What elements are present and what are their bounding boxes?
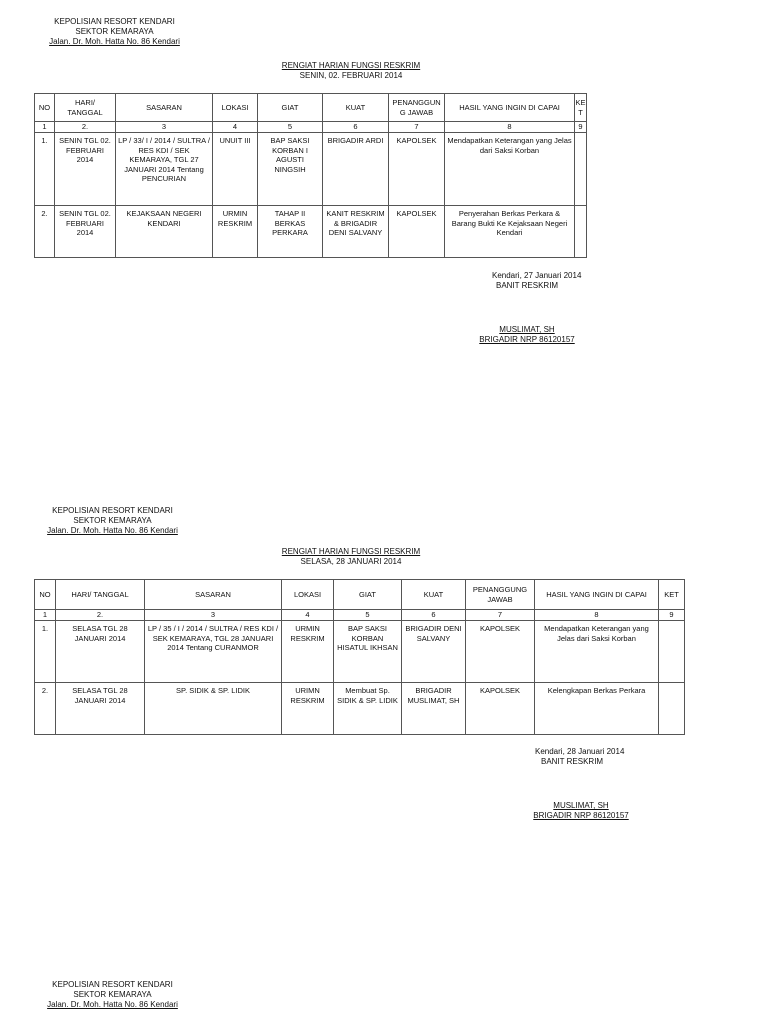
col-number: 3 xyxy=(145,610,282,621)
letterhead-address: Jalan. Dr. Moh. Hatta No. 86 Kendari xyxy=(47,526,178,535)
col-header: NO xyxy=(35,580,56,610)
signature-name: MUSLIMAT, SH xyxy=(499,325,555,334)
cell-date: SENIN TGL 02. FEBRUARI 2014 xyxy=(55,206,116,258)
signature-place-date: Kendari, 28 Januari 2014 xyxy=(535,747,625,756)
table-row xyxy=(35,133,587,206)
cell-target: KEJAKSAAN NEGERI KENDARI xyxy=(116,206,213,258)
col-number: 3 xyxy=(116,122,213,133)
col-header: LOKASI xyxy=(282,580,334,610)
signature-block-2 xyxy=(535,747,635,767)
cell-personnel: BRIGADIR DENI SALVANY xyxy=(402,621,466,683)
col-header: HASIL YANG INGIN DI CAPAI xyxy=(445,94,575,122)
document-title-1 xyxy=(238,61,464,81)
cell-personnel: BRIGADIR MUSLIMAT, SH xyxy=(402,683,466,735)
col-number: 5 xyxy=(334,610,402,621)
col-number: 9 xyxy=(659,610,685,621)
col-header: KE T xyxy=(575,94,587,122)
table-row xyxy=(35,206,587,258)
cell-note xyxy=(659,621,685,683)
cell-activity: TAHAP II BERKAS PERKARA xyxy=(258,206,323,258)
cell-target: LP / 35 / I / 2014 / SULTRA / RES KDI / SEK KEMARAYA, TGL 28 JANUARI 2014 Tentang CURANMOR xyxy=(145,621,282,683)
col-number: 7 xyxy=(389,122,445,133)
cell-target: LP / 33/ I / 2014 / SULTRA / RES KDI / SEK KEMARAYA, TGL 27 JANUARI 2014 Tentang PENCURIAN xyxy=(116,133,213,206)
col-number: 8 xyxy=(445,122,575,133)
col-number: 5 xyxy=(258,122,323,133)
cell-result: Kelengkapan Berkas Perkara xyxy=(535,683,659,735)
cell-location: UNUIT III xyxy=(213,133,258,206)
cell-no: 2. xyxy=(35,683,56,735)
cell-responsible: KAPOLSEK xyxy=(466,683,535,735)
title-date: SENIN, 02. FEBRUARI 2014 xyxy=(299,71,403,80)
cell-result: Mendapatkan Keterangan yang Jelas dari Saksi Korban xyxy=(535,621,659,683)
cell-target: SP. SIDIK & SP. LIDIK xyxy=(145,683,282,735)
letterhead-2 xyxy=(30,506,195,536)
cell-note xyxy=(575,206,587,258)
title-date: SELASA, 28 JANUARI 2014 xyxy=(300,557,402,566)
col-header: HASIL YANG INGIN DI CAPAI xyxy=(535,580,659,610)
letterhead-address: Jalan. Dr. Moh. Hatta No. 86 Kendari xyxy=(47,1000,178,1009)
cell-result: Mendapatkan Keterangan yang Jelas dari Saksi Korban xyxy=(445,133,575,206)
title-text: RENGIAT HARIAN FUNGSI RESKRIM xyxy=(281,547,421,556)
cell-responsible: KAPOLSEK xyxy=(466,621,535,683)
signature-block-1 xyxy=(492,271,592,291)
letterhead-address: Jalan. Dr. Moh. Hatta No. 86 Kendari xyxy=(49,37,180,46)
col-header: SASARAN xyxy=(116,94,213,122)
letterhead-3 xyxy=(30,980,195,1010)
cell-location: URMIN RESKRIM xyxy=(282,621,334,683)
letterhead-org: KEPOLISIAN RESORT KENDARI xyxy=(52,980,173,989)
cell-result: Penyerahan Berkas Perkara & Barang Bukti Ke Kejaksaan Negeri Kendari xyxy=(445,206,575,258)
cell-no: 1. xyxy=(35,621,56,683)
cell-date: SELASA TGL 28 JANUARI 2014 xyxy=(56,621,145,683)
col-number: 8 xyxy=(535,610,659,621)
letterhead-org: KEPOLISIAN RESORT KENDARI xyxy=(54,17,175,26)
col-header: KET xyxy=(659,580,685,610)
signature-rank: BRIGADIR NRP 86120157 xyxy=(479,335,575,344)
cell-date: SELASA TGL 28 JANUARI 2014 xyxy=(56,683,145,735)
col-header: GIAT xyxy=(258,94,323,122)
col-number: 4 xyxy=(282,610,334,621)
letterhead-1 xyxy=(32,17,197,47)
letterhead-org: KEPOLISIAN RESORT KENDARI xyxy=(52,506,173,515)
table-row xyxy=(35,621,685,683)
schedule-table-1 xyxy=(34,93,587,258)
cell-personnel: KANIT RESKRIM & BRIGADIR DENI SALVANY xyxy=(323,206,389,258)
cell-activity: Membuat Sp. SIDIK & SP. LIDIK xyxy=(334,683,402,735)
cell-note xyxy=(575,133,587,206)
title-text: RENGIAT HARIAN FUNGSI RESKRIM xyxy=(281,61,421,70)
col-header: GIAT xyxy=(334,580,402,610)
signature-place-date: Kendari, 27 Januari 2014 xyxy=(492,271,582,280)
cell-location: URIMN RESKRIM xyxy=(282,683,334,735)
cell-location: URMIN RESKRIM xyxy=(213,206,258,258)
letterhead-unit: SEKTOR KEMARAYA xyxy=(73,990,152,999)
col-number: 1 xyxy=(35,122,55,133)
col-header: HARI/ TANGGAL xyxy=(55,94,116,122)
signature-position: BANIT RESKRIM xyxy=(541,757,604,766)
col-number: 1 xyxy=(35,610,56,621)
cell-note xyxy=(659,683,685,735)
cell-date: SENIN TGL 02. FEBRUARI 2014 xyxy=(55,133,116,206)
col-number: 2. xyxy=(55,122,116,133)
schedule-table-2 xyxy=(34,579,685,735)
col-header: KUAT xyxy=(323,94,389,122)
signature-position: BANIT RESKRIM xyxy=(496,281,559,290)
cell-personnel: BRIGADIR ARDI xyxy=(323,133,389,206)
col-header: SASARAN xyxy=(145,580,282,610)
col-header: PENANGGUN G JAWAB xyxy=(389,94,445,122)
letterhead-unit: SEKTOR KEMARAYA xyxy=(73,516,152,525)
letterhead-unit: SEKTOR KEMARAYA xyxy=(75,27,154,36)
col-number: 6 xyxy=(323,122,389,133)
cell-responsible: KAPOLSEK xyxy=(389,206,445,258)
col-number: 6 xyxy=(402,610,466,621)
col-header: NO xyxy=(35,94,55,122)
cell-responsible: KAPOLSEK xyxy=(389,133,445,206)
col-header: HARI/ TANGGAL xyxy=(56,580,145,610)
cell-no: 2. xyxy=(35,206,55,258)
col-number: 2. xyxy=(56,610,145,621)
col-number: 4 xyxy=(213,122,258,133)
col-header: LOKASI xyxy=(213,94,258,122)
table-row xyxy=(35,683,685,735)
col-header: PENANGGUNG JAWAB xyxy=(466,580,535,610)
col-number: 7 xyxy=(466,610,535,621)
signature-name-2 xyxy=(531,801,631,821)
document-title-2 xyxy=(238,547,464,567)
signature-name-1 xyxy=(477,325,577,345)
cell-activity: BAP SAKSI KORBAN HISATUL IKHSAN xyxy=(334,621,402,683)
cell-no: 1. xyxy=(35,133,55,206)
signature-rank: BRIGADIR NRP 86120157 xyxy=(533,811,629,820)
cell-activity: BAP SAKSI KORBAN I AGUSTI NINGSIH xyxy=(258,133,323,206)
col-number: 9 xyxy=(575,122,587,133)
col-header: KUAT xyxy=(402,580,466,610)
signature-name: MUSLIMAT, SH xyxy=(553,801,609,810)
